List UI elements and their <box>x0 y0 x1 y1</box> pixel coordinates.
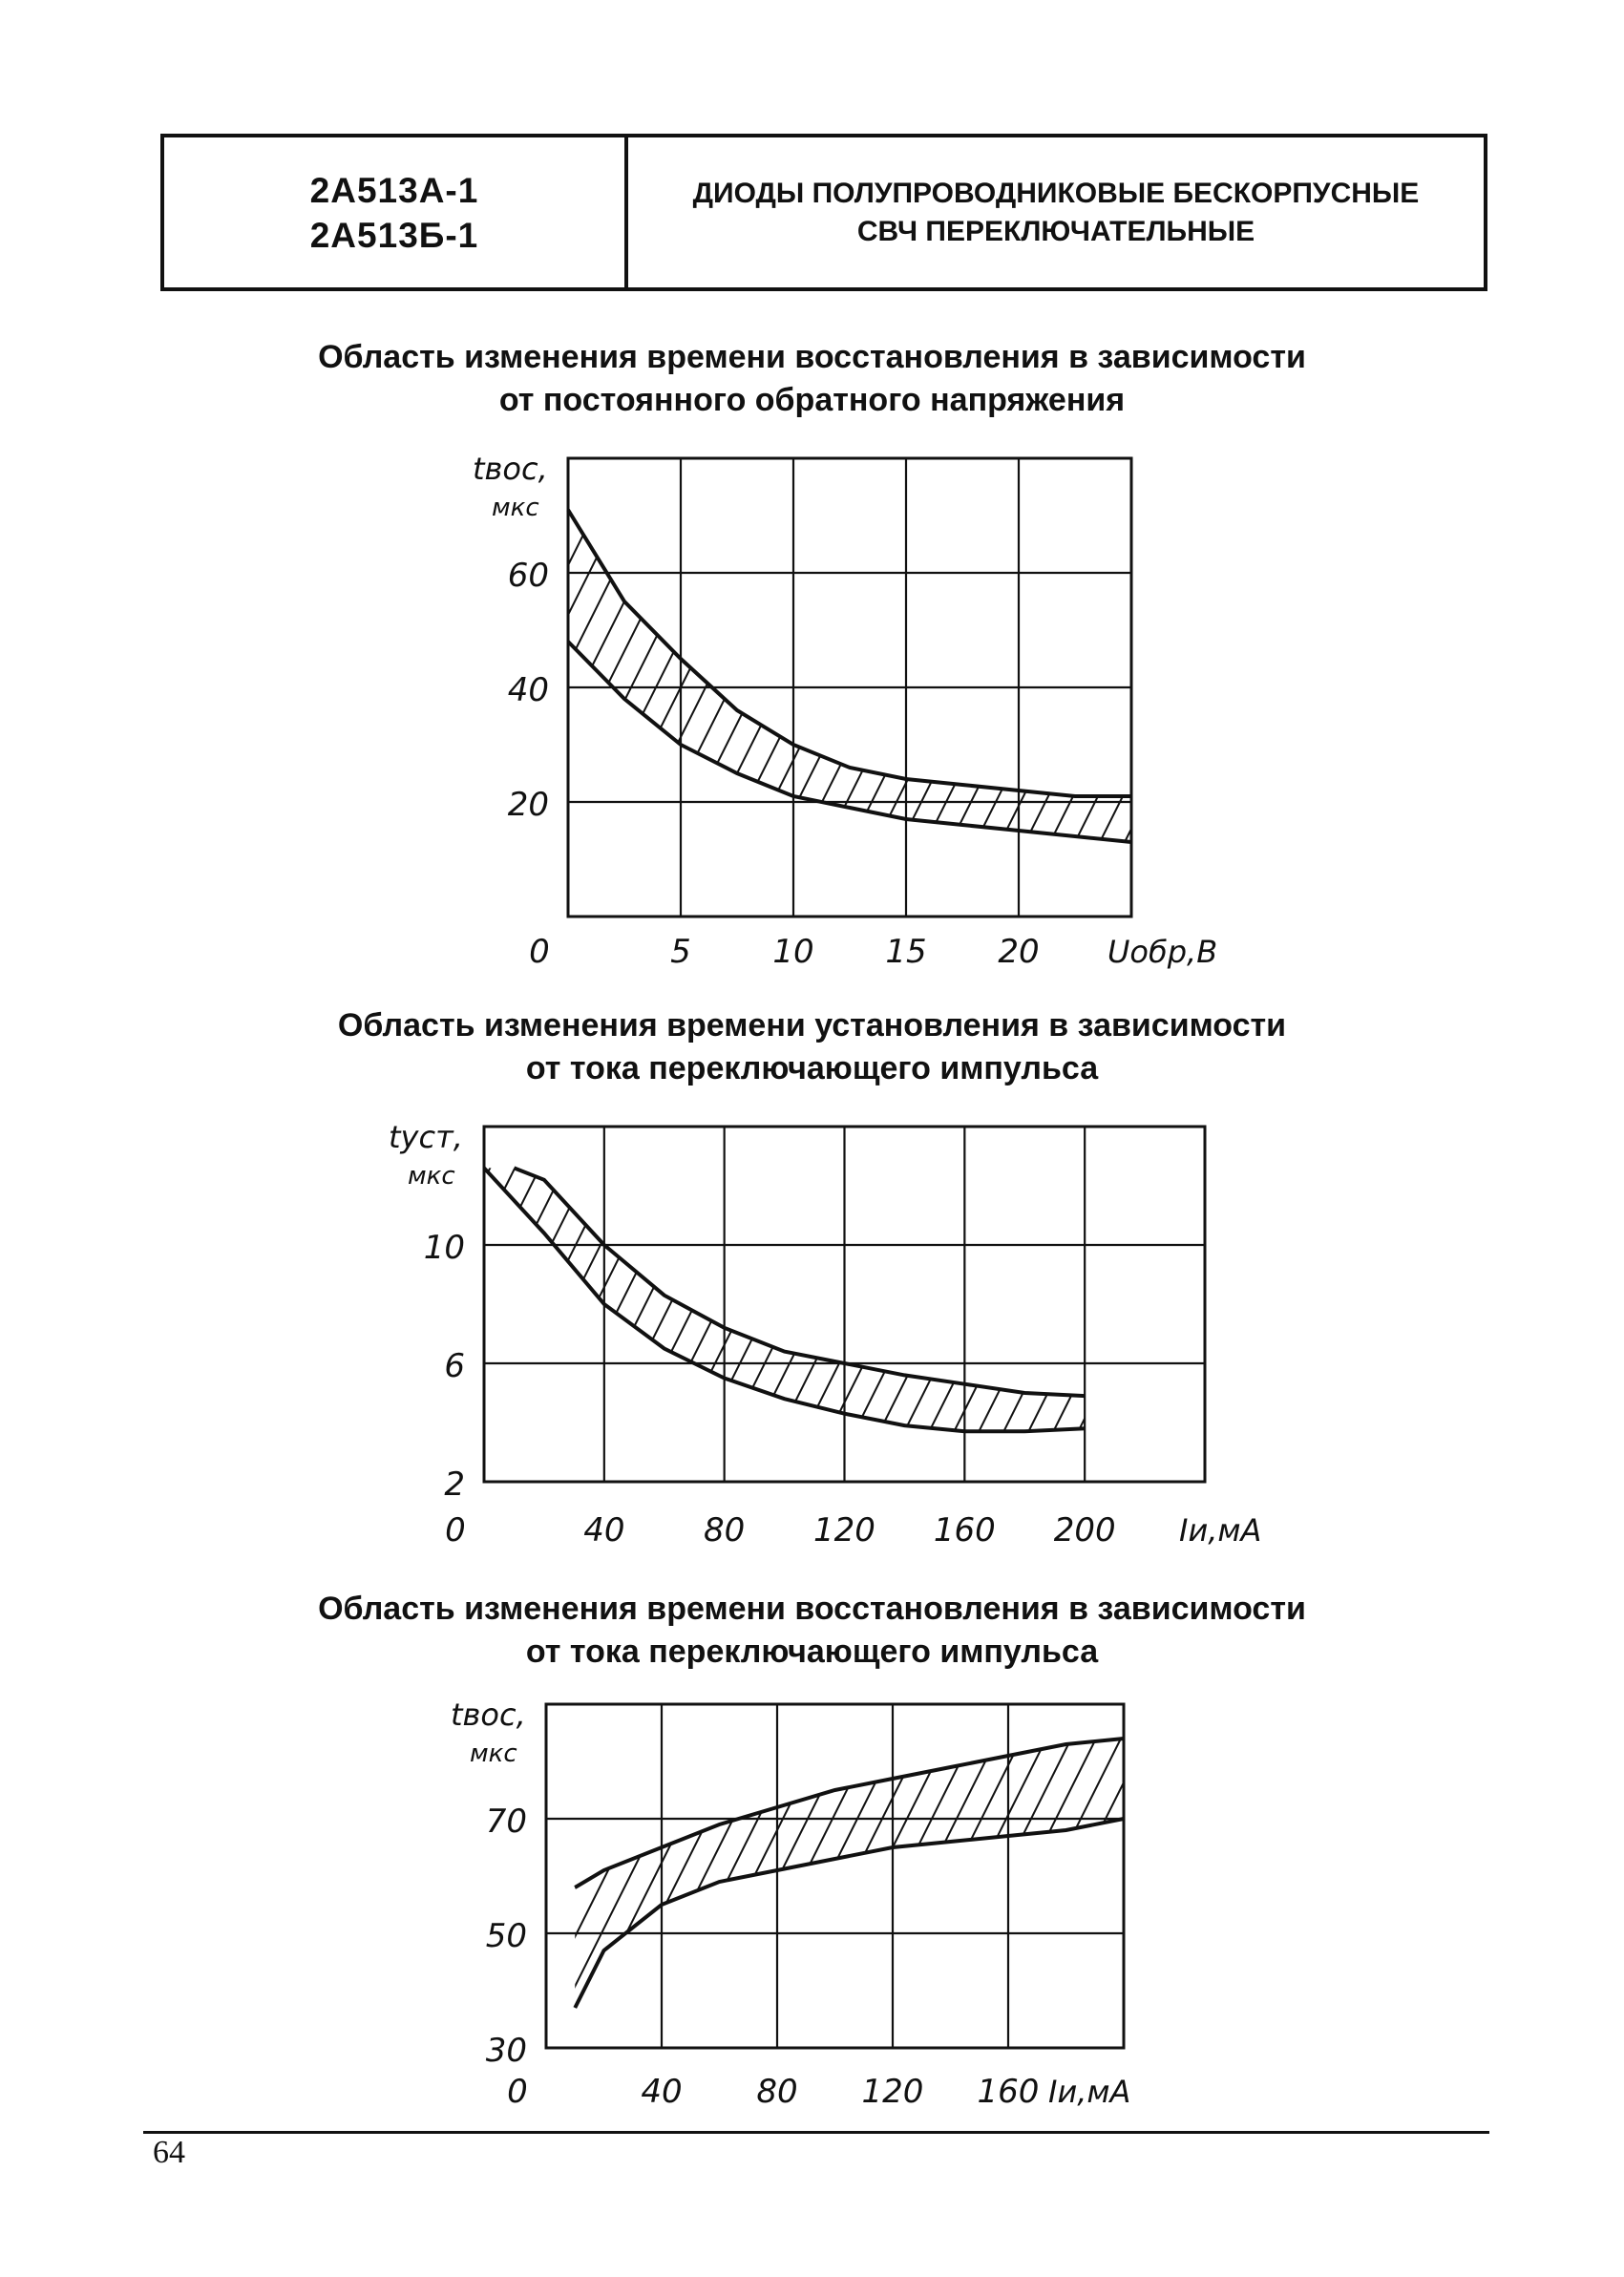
model-b: 2А513Б-1 <box>309 215 479 255</box>
y-axis-label-unit: мкс <box>408 1162 455 1191</box>
upper-boundary-line <box>514 1168 1085 1396</box>
model-numbers <box>164 137 628 287</box>
x-tick-label: 120 <box>813 1511 875 1550</box>
x-tick-label: 200 <box>1053 1511 1116 1550</box>
chart-3-title-line-2: от тока переключающего импульса <box>525 1634 1099 1670</box>
chart-2-settling-vs-current <box>0 1107 1624 1604</box>
chart-3-title-line-1: Область изменения времени восстановления в зависимости <box>318 1591 1306 1627</box>
y-tick-label: 60 <box>507 557 549 595</box>
x-tick-label: 10 <box>772 933 814 971</box>
upper-boundary-line <box>568 510 1131 796</box>
x-tick-label: 0 <box>529 933 550 971</box>
title-line-1: ДИОДЫ ПОЛУПРОВОДНИКОВЫЕ БЕСКОРПУСНЫЕ <box>692 177 1420 209</box>
footer-rule <box>143 2131 1489 2134</box>
x-tick-label: 40 <box>641 2073 683 2111</box>
y-tick-label: 10 <box>423 1229 465 1267</box>
y-tick-label: 70 <box>485 1803 527 1841</box>
chart-2-title-line-2: от тока переключающего импульса <box>525 1050 1099 1086</box>
x-axis-label: Iи,мА <box>1048 2074 1131 2110</box>
document-title <box>628 137 1484 287</box>
header-box <box>160 134 1487 291</box>
x-tick-label: 0 <box>445 1511 466 1550</box>
page-number: 64 <box>153 2135 185 2170</box>
y-tick-label: 50 <box>485 1917 527 1955</box>
x-axis-label: Iи,мА <box>1179 1512 1262 1549</box>
y-axis-label-quantity: tуст, <box>389 1119 463 1155</box>
x-tick-label: 40 <box>583 1511 625 1550</box>
y-axis-label-unit: мкс <box>470 1739 517 1768</box>
y-tick-label: 20 <box>507 786 549 824</box>
chart-3-title <box>0 1588 1624 1674</box>
x-axis-label: Uобр,В <box>1107 934 1218 970</box>
y-tick-label: 2 <box>444 1465 465 1504</box>
upper-boundary-line <box>575 1739 1124 1887</box>
chart-3-recovery-vs-current <box>0 1680 1624 2119</box>
y-axis-label-unit: мкс <box>492 494 539 522</box>
x-tick-label: 20 <box>998 933 1040 971</box>
x-tick-label: 120 <box>861 2073 924 2111</box>
x-tick-label: 0 <box>507 2073 528 2111</box>
title-line-2: СВЧ ПЕРЕКЛЮЧАТЕЛЬНЫЕ <box>856 215 1255 247</box>
lower-boundary-line <box>484 1168 1085 1431</box>
y-tick-label: 30 <box>485 2032 527 2070</box>
y-axis-label-quantity: tвос, <box>451 1697 526 1733</box>
chart-2-title <box>0 1004 1624 1090</box>
y-tick-label: 40 <box>507 671 549 709</box>
x-tick-label: 80 <box>756 2073 798 2111</box>
x-tick-label: 160 <box>933 1511 996 1550</box>
x-tick-label: 15 <box>885 933 927 971</box>
y-axis-label-quantity: tвос, <box>473 451 548 487</box>
x-tick-label: 5 <box>670 933 691 971</box>
model-a: 2А513А-1 <box>309 170 479 210</box>
chart-2-title-line-1: Область изменения времени установления в зависимости <box>337 1007 1287 1044</box>
chart-1-title-line-2: от постоянного обратного напряжения <box>498 382 1126 418</box>
x-tick-label: 80 <box>704 1511 746 1550</box>
chart-1-recovery-vs-voltage <box>0 439 1624 974</box>
lower-boundary-line <box>568 642 1131 842</box>
x-tick-label: 160 <box>977 2073 1040 2111</box>
y-tick-label: 6 <box>444 1347 465 1385</box>
chart-1-title-line-1: Область изменения времени восстановления в зависимости <box>318 339 1306 375</box>
chart-1-title <box>0 336 1624 422</box>
